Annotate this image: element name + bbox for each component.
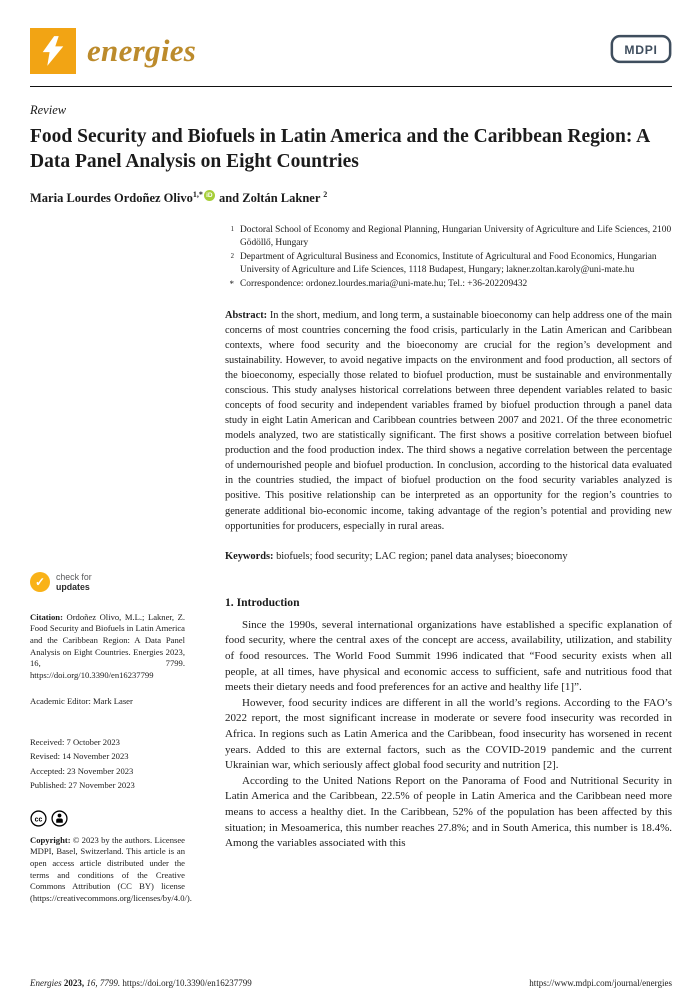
citation-label: Citation: — [30, 611, 63, 622]
sidebar-spacer — [30, 224, 185, 572]
page-footer — [30, 978, 672, 988]
revised-date: Revised: 14 November 2023 — [30, 751, 129, 762]
margin-sidebar — [30, 224, 192, 905]
copyright-notice — [30, 834, 192, 905]
journal-name: energies — [87, 33, 197, 68]
footer-year: 2023, — [63, 978, 85, 988]
section-1-heading: 1. Introduction — [225, 595, 300, 609]
abstract — [225, 308, 672, 534]
svg-text:cc: cc — [34, 816, 43, 824]
content-columns — [0, 206, 700, 905]
keywords-text: biofuels; food security; LAC region; panel data analyses; bioeconomy — [276, 550, 568, 562]
title-block — [0, 87, 700, 206]
affiliation-2-number: 2 — [230, 252, 234, 260]
check-updates-icon: ✓ — [30, 572, 50, 592]
author-2: Zoltán Lakner — [242, 190, 321, 205]
authors-joiner: and — [215, 190, 243, 205]
footer-citation — [30, 978, 252, 988]
main-column — [225, 224, 672, 905]
accepted-date: Accepted: 23 November 2023 — [30, 765, 134, 776]
affiliation-1 — [225, 224, 672, 250]
affiliation-2-text: Department of Agricultural Business and Economics, Institute of Agricultural and Food Economics, Hungarian University of Agriculture and Life Sciences, 1118 Budapest, Hungary; lakner.zoltan.karoly@uni-mate.hu — [240, 251, 657, 275]
author-2-affil-marks: 2 — [323, 189, 328, 199]
intro-paragraph-3: According to the United Nations Report on the Panorama of Food and Nutritional Security in Latin America and the Caribbean, 22.5% of people in Latin America and the Caribbean need more means to access a healthy diet. In the Caribbean, 52% of the population has been affected by this situation; in Mesoamerica, this number reaches 27.8%; and in South America, this number is 18.4%. Among the variables associated with this — [225, 774, 672, 850]
affiliation-2 — [225, 251, 672, 277]
mdpi-logo — [610, 34, 672, 69]
footer-volume: 16, 7799. — [86, 978, 121, 988]
citation-text: Ordoñez Olivo, M.L.; Lakner, Z. Food Security and Biofuels in Latin America and the Caribbean Region: A Data Panel Analysis on Eight Countries. Energies 2023, 16, 7799. — [30, 611, 185, 669]
abstract-text: In the short, medium, and long term, a sustainable bioeconomy can help address one of the main concerns of most countries concerning the food crisis, particularly in the Latin American and Caribbean contexts, where food security and the bioeconomy are crucial for the region’s development and sustainability. However, to avoid negative impacts on the environment and food production, all sectors of the bioeconomy, especially those related to biofuel production, must be sustainable and environmentally conscious. This study analyses historical correlations between three dependent variables related to basic concepts of food security and independent variables framed by biofuel production through a panel data study in eight Latin American and Caribbean countries between 2007 and 2021. Of the three econometric models analyzed, two are statistically significant. The first shows a positive correlation between biofuel production and the food production index. The third shows a negative correlation between the percentage of undernourished people and biofuel production. In conclusion, according to the historical data evaluated in the countries studied, the impact of biofuel production on the food security variables analyzed is positive. This positive relationship can be interpreted as an opportunity for the region’s countries to generate additional bio-economic income, taking advantage of the region’s potential and providing new opportunities for producers, especially in rural areas. — [225, 309, 672, 532]
keywords-label: Keywords: — [225, 550, 274, 562]
check-updates-label — [56, 572, 92, 592]
check-updates-line2: updates — [56, 581, 90, 592]
keywords-line — [225, 549, 672, 564]
article-type-label: Review — [30, 103, 67, 117]
energies-logo — [30, 28, 196, 74]
copyright-text: © 2023 by the authors. Licensee MDPI, Basel, Switzerland. This article is an open access article distributed under the terms and conditions of the Creative Commons Attribution (CC BY) license (https://creativecommons.org/licenses/by/4.0/). — [30, 834, 192, 903]
received-date: Received: 7 October 2023 — [30, 737, 120, 748]
affiliations-block — [225, 224, 672, 291]
check-for-updates-badge[interactable] — [30, 572, 185, 592]
correspondence-text[interactable]: Correspondence: ordonez.lourdes.maria@uni-mate.hu; Tel.: +36-202209432 — [240, 278, 528, 289]
affiliation-1-number: 1 — [230, 225, 234, 233]
journal-header — [0, 0, 700, 86]
cc-icon — [30, 810, 47, 827]
footer-journal: Energies — [30, 978, 62, 988]
cc-by-person-icon — [51, 810, 68, 827]
affiliation-1-text: Doctoral School of Economy and Regional Planning, Hungarian University of Agriculture and Life Sciences, 2100 Gödöllő, Hungary — [240, 224, 672, 248]
author-1-affil-marks: 1,* — [192, 189, 203, 199]
correspondence-marker: * — [229, 278, 234, 289]
footer-journal-url[interactable]: https://www.mdpi.com/journal/energies — [529, 978, 672, 988]
check-updates-line1: check for — [56, 571, 92, 582]
cc-by-license-icons[interactable] — [30, 810, 185, 827]
citation-block — [30, 612, 185, 682]
author-1: Maria Lourdes Ordoñez Olivo — [30, 190, 193, 205]
mdpi-logo-text: MDPI — [624, 42, 658, 57]
intro-paragraph-1: Since the 1990s, several international organizations have established a specific explanation of food security, where the central axes of the concept are access, availability, utilization, and stability of food resources. The World Food Summit 1996 indicated that “Food security exists when all people, at all times, have physical and economic access to sufficient, safe and nutritious food that meets their dietary needs and food preferences for an active and healthy life [1]”. — [225, 618, 672, 694]
copyright-label: Copyright: — [30, 834, 71, 845]
academic-editor: Academic Editor: Mark Laser — [30, 696, 133, 707]
abstract-label: Abstract: — [225, 309, 268, 321]
authors-line — [30, 190, 670, 206]
footer-doi-link[interactable]: https://doi.org/10.3390/en16237799 — [122, 978, 252, 988]
published-date: Published: 27 November 2023 — [30, 780, 135, 791]
paper-title: Food Security and Biofuels in Latin America and the Caribbean Region: A Data Panel Analysis on Eight Countries — [30, 126, 650, 172]
orcid-icon[interactable]: iD — [204, 190, 215, 201]
intro-paragraph-2: However, food security indices are different in all the world’s regions. According to the FAO’s 2022 report, the most significant increase in moderate or severe food insecurity was recorded in Africa. In regions such as Latin America and the Caribbean, food insecurity has worsened in recent years. Added to this are external factors, such as the COVID-2019 pandemic and the current Ukrainian war, which seriously affect global food security and nutrition [2]. — [225, 696, 672, 772]
citation-doi-link[interactable]: https://doi.org/10.3390/en16237799 — [30, 669, 154, 680]
correspondence-line — [225, 278, 672, 291]
lightning-icon — [30, 28, 76, 74]
